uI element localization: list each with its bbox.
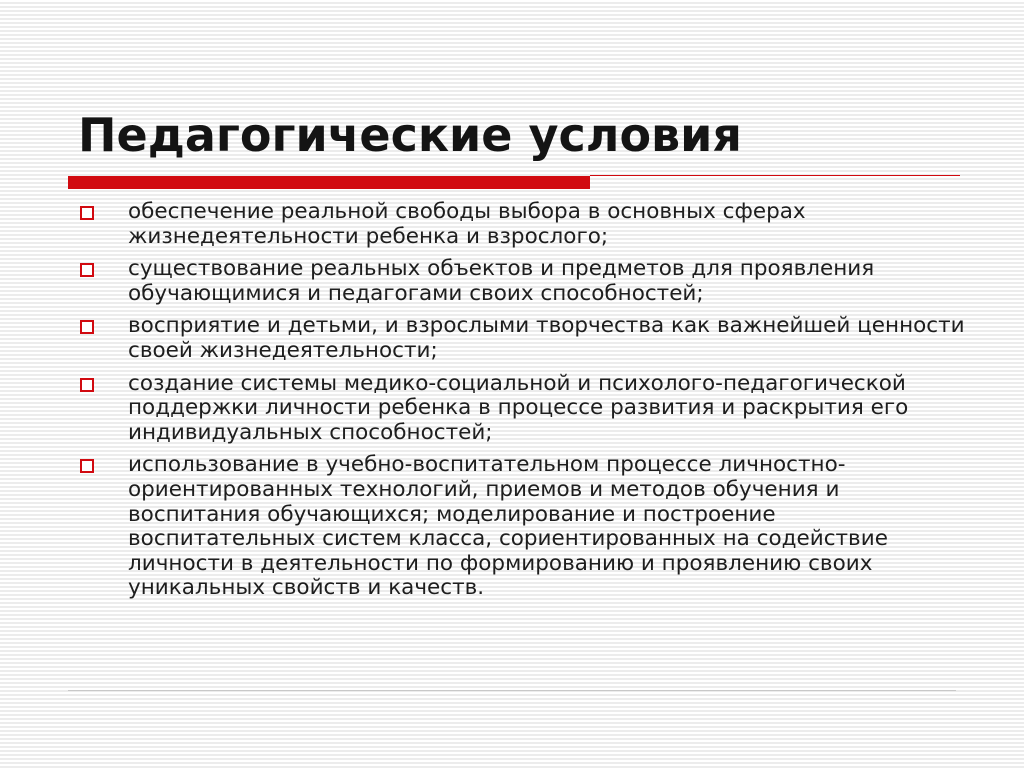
hollow-square-bullet-icon bbox=[80, 263, 94, 277]
bullet-item-3 bbox=[76, 314, 966, 363]
slide-title: Педагогические условия bbox=[78, 108, 742, 162]
hollow-square-bullet-icon bbox=[80, 378, 94, 392]
bullet-item-1 bbox=[76, 200, 966, 249]
footer-divider bbox=[68, 690, 956, 691]
bullet-item-5 bbox=[76, 453, 966, 601]
hollow-square-bullet-icon bbox=[80, 320, 94, 334]
bullet-text: создание системы медико-социальной и психолого-педагогической поддержки личности ребенка в процессе развития и раскрытия его индивидуальных способностей; bbox=[128, 370, 909, 445]
bullet-text: обеспечение реальной свободы выбора в основных сферах жизнедеятельности ребенка и взрослого; bbox=[128, 199, 806, 249]
hollow-square-bullet-icon bbox=[80, 206, 94, 220]
bullet-item-4 bbox=[76, 372, 966, 446]
bullet-item-2 bbox=[76, 257, 966, 306]
bullet-text: использование в учебно-воспитательном процессе личностно-ориентированных технологий, приемов и методов обучения и воспитания обучающихся; моделирование и построение воспитательных систем класса, сориентированных на содействие личности в деятельности по формированию и проявлению своих уникальных свойств и качеств. bbox=[128, 452, 888, 601]
hollow-square-bullet-icon bbox=[80, 459, 94, 473]
title-accent-bar bbox=[68, 176, 590, 189]
bullet-text: восприятие и детьми, и взрослыми творчества как важнейшей ценности своей жизнедеятельности; bbox=[128, 313, 965, 363]
bullet-text: существование реальных объектов и предметов для проявления обучающимися и педагогами своих способностей; bbox=[128, 256, 875, 306]
title-accent-line bbox=[590, 175, 960, 176]
bullet-list bbox=[76, 200, 966, 609]
